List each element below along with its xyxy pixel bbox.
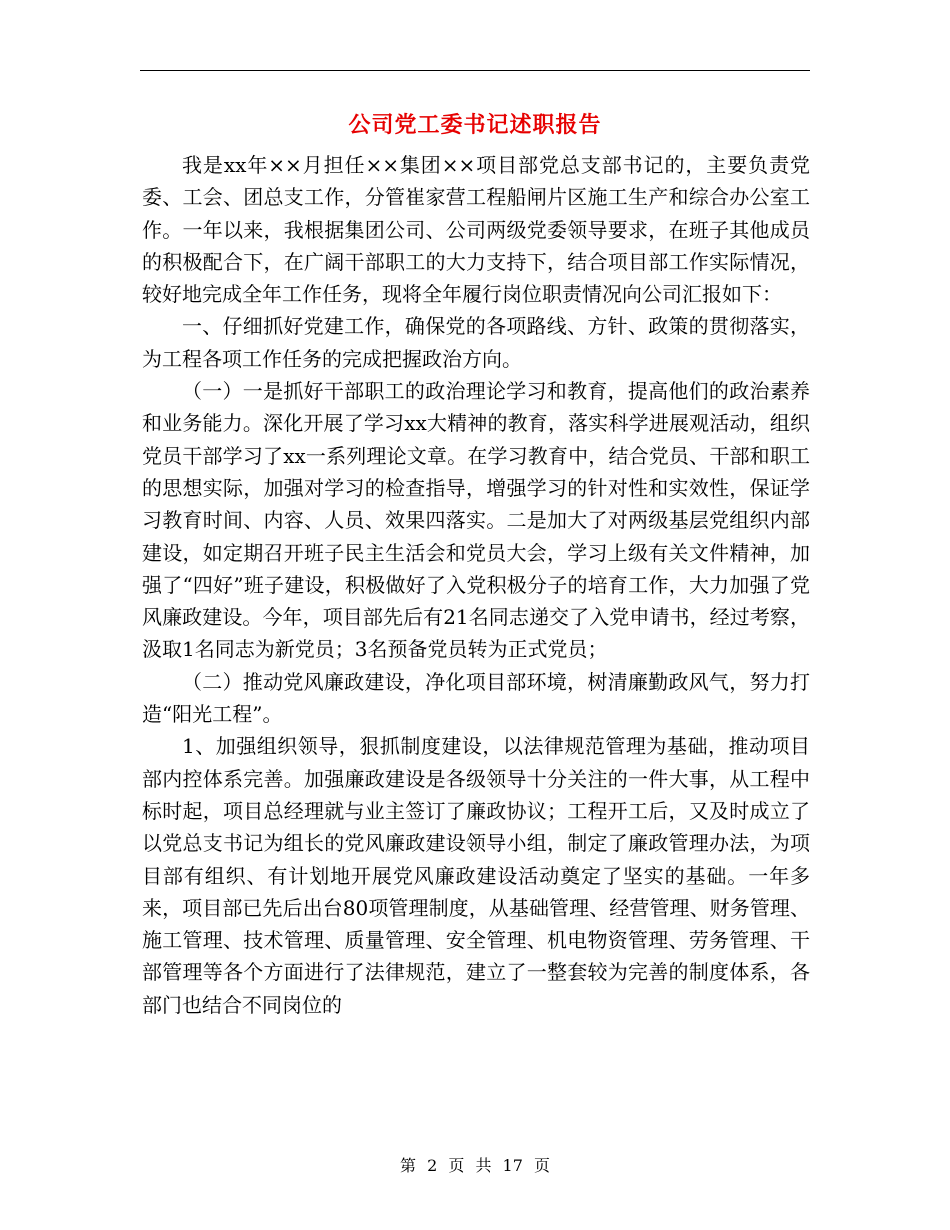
paragraph-item-1: 1、加强组织领导，狠抓制度建设，以法律规范管理为基础，推动项目部内控体系完善。加强廉政建设是各级领导十分关注的一件大事，从工程中标时起，项目总经理就与业主签订了廉政协议；工程开工后，又及时成立了以党总支书记为组长的党风廉政建设领导小组，制定了廉政管理办法，为项目部有组织、有计划地开展党风廉政建设活动奠定了坚实的基础。一年多来，项目部已先后出台80项管理制度，从基础管理、经营管理、财务管理、施工管理、技术管理、质量管理、安全管理、机电物资管理、劳务管理、干部管理等各个方面进行了法律规范，建立了一整套较为完善的制度体系，各部门也结合不同岗位的 bbox=[142, 734, 810, 1017]
footer-total-pages: 17 bbox=[502, 1156, 523, 1175]
page-footer bbox=[0, 1155, 950, 1177]
footer-current-page: 2 bbox=[427, 1156, 438, 1175]
document-body bbox=[142, 149, 810, 1021]
document-title: 公司党工委书记述职报告 bbox=[348, 112, 602, 138]
paragraph-subsection-1: （一）一是抓好干部职工的政治理论学习和教育，提高他们的政治素养和业务能力。深化开展了学习xx大精神的教育，落实科学进展观活动，组织党员干部学习了xx一系列理论文章。在学习教育中，结合党员、干部和职工的思想实际，加强对学习的检查指导，增强学习的针对性和实效性，保证学习教育时间、内容、人员、效果四落实。二是加大了对两级基层党组织内部建设，如定期召开班子民主生活会和党员大会，学习上级有关文件精神，加强了“四好”班子建设，积极做好了入党积极分子的培育工作，大力加强了党风廉政建设。今年，项目部先后有21名同志递交了入党申请书，经过考察，汲取1名同志为新党员；3名预备党员转为正式党员； bbox=[142, 379, 810, 662]
paragraph-intro: 我是xx年××月担任××集团××项目部党总支部书记的，主要负责党委、工会、团总支工作，分管崔家营工程船闸片区施工生产和综合办公室工作。一年以来，我根据集团公司、公司两级党委领导要求，在班子其他成员的积极配合下，在广阔干部职工的大力支持下，结合项目部工作实际情况，较好地完成全年工作任务，现将全年履行岗位职责情况向公司汇报如下： bbox=[142, 153, 810, 307]
footer-middle: 页 共 bbox=[448, 1156, 492, 1175]
footer-suffix: 页 bbox=[534, 1156, 551, 1175]
paragraph-subsection-2: （二）推动党风廉政建设，净化项目部环境，树清廉勤政风气，努力打造“阳光工程”。 bbox=[142, 669, 810, 727]
footer-prefix: 第 bbox=[399, 1156, 416, 1175]
header-rule bbox=[140, 70, 810, 71]
paragraph-section-1: 一、仔细抓好党建工作，确保党的各项路线、方针、政策的贯彻落实，为工程各项工作任务的完成把握政治方向。 bbox=[142, 314, 810, 371]
